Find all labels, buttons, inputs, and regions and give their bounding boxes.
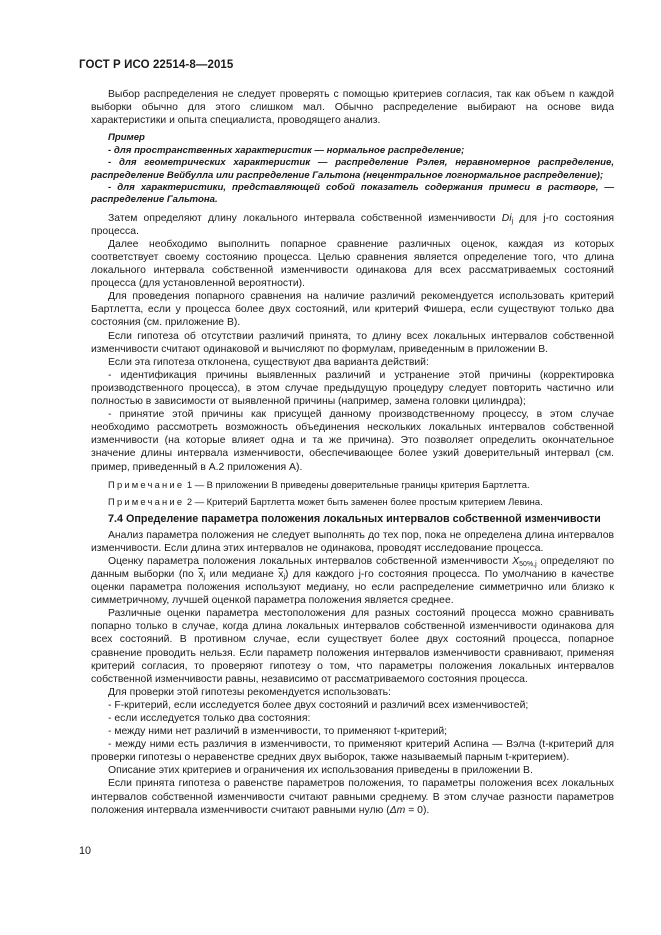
paragraph: - между ними нет различий в изменчивости, то применяют t-критерий; [108, 726, 448, 738]
paragraph: - F-критерий, если исследуется более двух состояний и различий всех изменчивостей; [108, 699, 529, 711]
example-line: - для пространственных характеристик — нормальное распределение; [108, 144, 465, 156]
example-line: - для характеристики, представляющей собой показатель содержания примеси в растворе, — распределение Гальтона. [91, 181, 614, 206]
paragraph: Для проверки этой гипотезы рекомендуется использовать: [108, 686, 391, 698]
paragraph: - между ними есть различия в изменчивости, то применяют критерий Аспина — Вэлча (t-критерий для проверки гипотезы о неравенстве средних двух выборок, также называемый парным t-критерием). [91, 739, 614, 764]
paragraph: Для проведения попарного сравнения на наличие различий рекомендуется использовать критерий Бартлетта, если у процесса более двух состояний, или критерий Фишера, если существуют только два состояния (см. приложение В). [91, 291, 614, 329]
page-number: 10 [79, 845, 92, 857]
section-heading: 7.4 Определение параметра положения локальных интервалов собственной изменчивости [108, 512, 601, 525]
paragraph: - идентификация причины выявленных различий и устранение этой причины (корректировка производственного процесса), в этом случае предыдущую процедуру следует повторить частично или полностью в зависимости от выявленной причины (например, замена головки цилиндра); [91, 369, 614, 408]
paragraph: Выбор распределения не следует проверять с помощью критериев согласия, так как объем n каждой выборки обычно для этого слишком мал. Обычно распределение выбирают на основе вида характеристики и опыта специалиста, проводящего анализ. [91, 89, 614, 127]
example-line: - для геометрических характеристик — распределение Рэлея, неравномерное распределение, распределение Вейбулла или распределение Гальтона (нецентральное логнормальное распределение); [91, 157, 614, 181]
example-title: Пример [108, 132, 145, 144]
paragraph: Если гипотеза об отсутствии различий принята, то длину всех локальных интервалов собственной изменчивости считают одинаковой и вычисляют по формулам, приведенным в приложении В. [91, 330, 614, 355]
page-body [91, 88, 614, 817]
example-block [91, 132, 614, 206]
paragraph: Затем определяют длину локального интервала собственной изменчивости $Di_j$ для j-го состояния процесса. [91, 212, 614, 237]
paragraph: - принятие этой причины как присущей данному производственному процессу, в этом случае необходимо рассмотреть возможность объединения нескольких локальных интервалов собственной изменчивости (на которые влияет одна и та же причина). Это позволяет определить окончательное значение длины интервала изменчивости, обеспечивающее более узкий доверительный интервал (см. пример, приведенный в А.2 приложения А). [91, 409, 614, 473]
note-2: Примечание 2 — Критерий Бартлетта может быть заменен более простым критерием Левина. [108, 495, 543, 507]
paragraph: - если исследуется только два состояния: [108, 713, 311, 724]
paragraph: Описание этих критериев и ограничения их использования приведены в приложении В. [108, 765, 533, 777]
paragraph: Если принята гипотеза о равенстве параметров положения, то параметры положения всех локальных интервалов собственной изменчивости считают равными среднему. В этом случае разности параметров положения интервала изменчивости считают равными нулю (Δm = 0). [91, 778, 614, 816]
paragraph: Анализ параметра положения не следует выполнять до тех пор, пока не определена длина интервалов изменчивости. Если длина этих интервалов не одинакова, проводят исследование процесса. [91, 529, 614, 554]
document-code: ГОСТ Р ИСО 22514-8—2015 [79, 59, 234, 71]
paragraph: Если эта гипотеза отклонена, существуют два варианта действий: [108, 356, 429, 368]
paragraph: Оценку параметра положения локальных интервалов собственной изменчивости $X_{50\%,j}$ определяют по данным выборки (по $\overline{x}_j$ или медиане $\overline{x}_j$) для каждого j-го состояния процесса. По умолчанию в качестве оценки параметра положения используют медиану, но если распределение симметрично или близко к симметричному, лучшей оценкой параметра положения является среднее. [91, 555, 614, 607]
paragraph: Далее необходимо выполнить попарное сравнение различных оценок, каждая из которых соответствует своему состоянию процесса. Целью сравнения является определение того, что длина локального интервала собственной изменчивости одинакова для всех рассматриваемых состояний процесса (для установленной вероятности). [91, 238, 614, 290]
note-1: Примечание 1 — В приложении В приведены доверительные границы критерия Бартлетта. [108, 478, 530, 490]
paragraph: Различные оценки параметра местоположения для разных состояний процесса можно сравнивать попарно только в случае, когда длина локальных интервалов собственной изменчивости одинакова для всех состояний. В противном случае, если существует более двух состояний процесса, попарное сравнение проводить нельзя. Если параметр положения интервалов изменчивости сравнивают, применяя критерий согласия, то проверяют гипотезу о том, что параметры положения локальных интервалов собственной изменчивости равны, независимо от рассматриваемого состояния процесса. [91, 608, 614, 685]
